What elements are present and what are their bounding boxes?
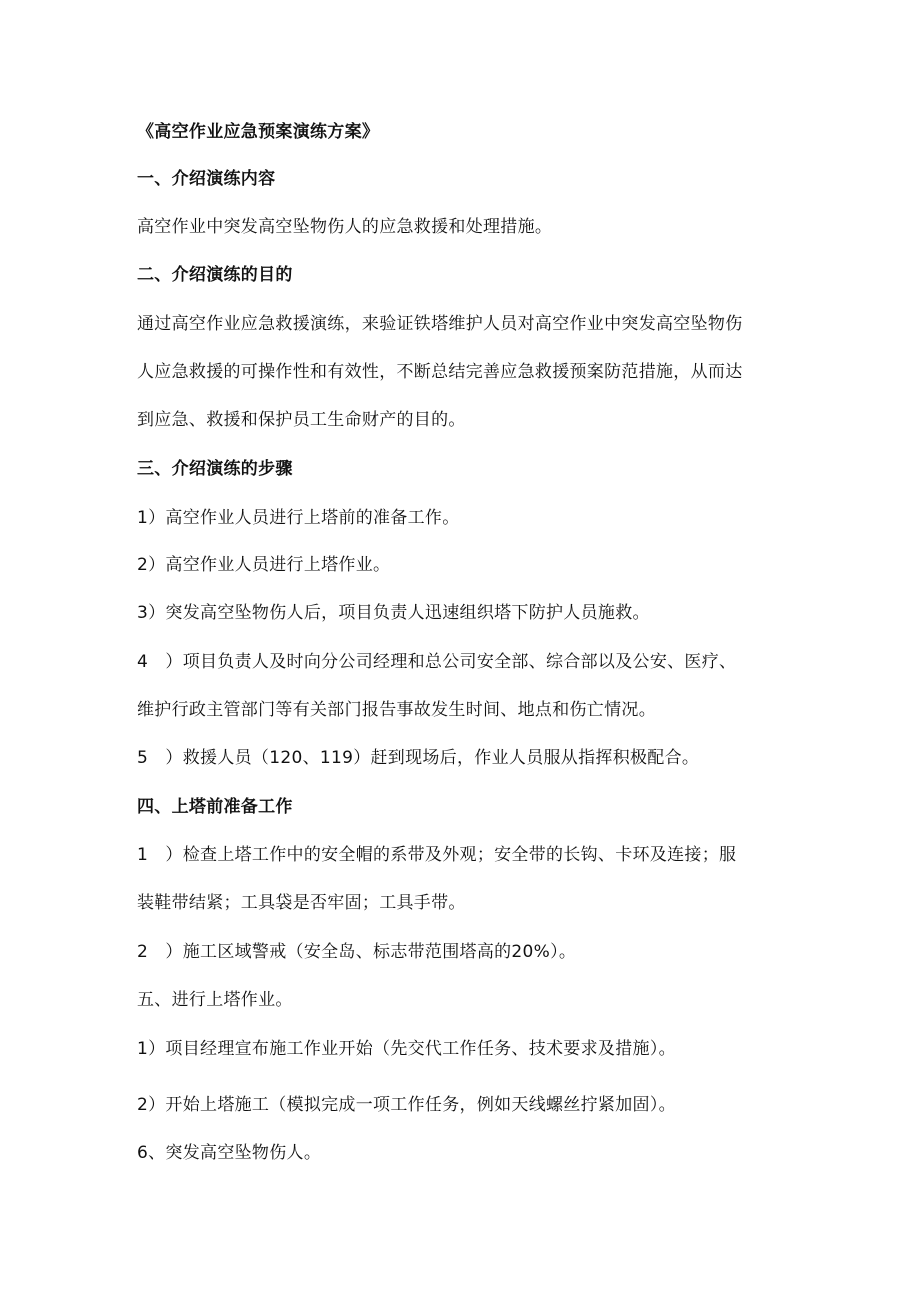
section-heading-2: 二、介绍演练的目的 [137,265,293,285]
prep-item: 2 ）施工区域警戒（安全岛、标志带范围塔高的20%）。 [137,942,577,962]
section-heading-6: 6、突发高空坠物伤人。 [137,1143,322,1163]
section-heading-3: 三、介绍演练的步骤 [137,459,293,479]
section-2-line: 到应急、救援和保护员工生命财产的目的。 [137,410,466,430]
step-item: 5 ）救援人员（120、119）赶到现场后，作业人员服从指挥积极配合。 [137,748,700,768]
step-item: 3）突发高空坠物伤人后，项目负责人迅速组织塔下防护人员施救。 [137,603,650,623]
section-heading-4: 四、上塔前准备工作 [137,797,293,817]
step-item: 4 ）项目负责人及时向分公司经理和总公司安全部、综合部以及公安、医疗、 [137,652,737,672]
section-heading-5: 五、进行上塔作业。 [137,990,293,1010]
section-2-line: 通过高空作业应急救援演练，来验证铁塔维护人员对高空作业中突发高空坠物伤 [137,314,743,334]
prep-item: 装鞋带结紧；工具袋是否牢固；工具手带。 [137,893,466,913]
work-item: 2）开始上塔施工（模拟完成一项工作任务，例如天线螺丝拧紧加固）。 [137,1095,676,1115]
step-item: 1）高空作业人员进行上塔前的准备工作。 [137,508,460,528]
document-title: 《高空作业应急预案演练方案》 [137,122,380,142]
section-2-line: 人应急救援的可操作性和有效性，不断总结完善应急救援预案防范措施，从而达 [137,362,743,382]
step-item: 2）高空作业人员进行上塔作业。 [137,555,391,575]
section-1-body: 高空作业中突发高空坠物伤人的应急救援和处理措施。 [137,217,553,237]
work-item: 1）项目经理宣布施工作业开始（先交代工作任务、技术要求及措施）。 [137,1039,676,1059]
step-item: 维护行政主管部门等有关部门报告事故发生时间、地点和伤亡情况。 [137,700,656,720]
prep-item: 1 ）检查上塔工作中的安全帽的系带及外观；安全带的长钩、卡环及连接；服 [137,845,737,865]
section-heading-1: 一、介绍演练内容 [137,169,276,189]
